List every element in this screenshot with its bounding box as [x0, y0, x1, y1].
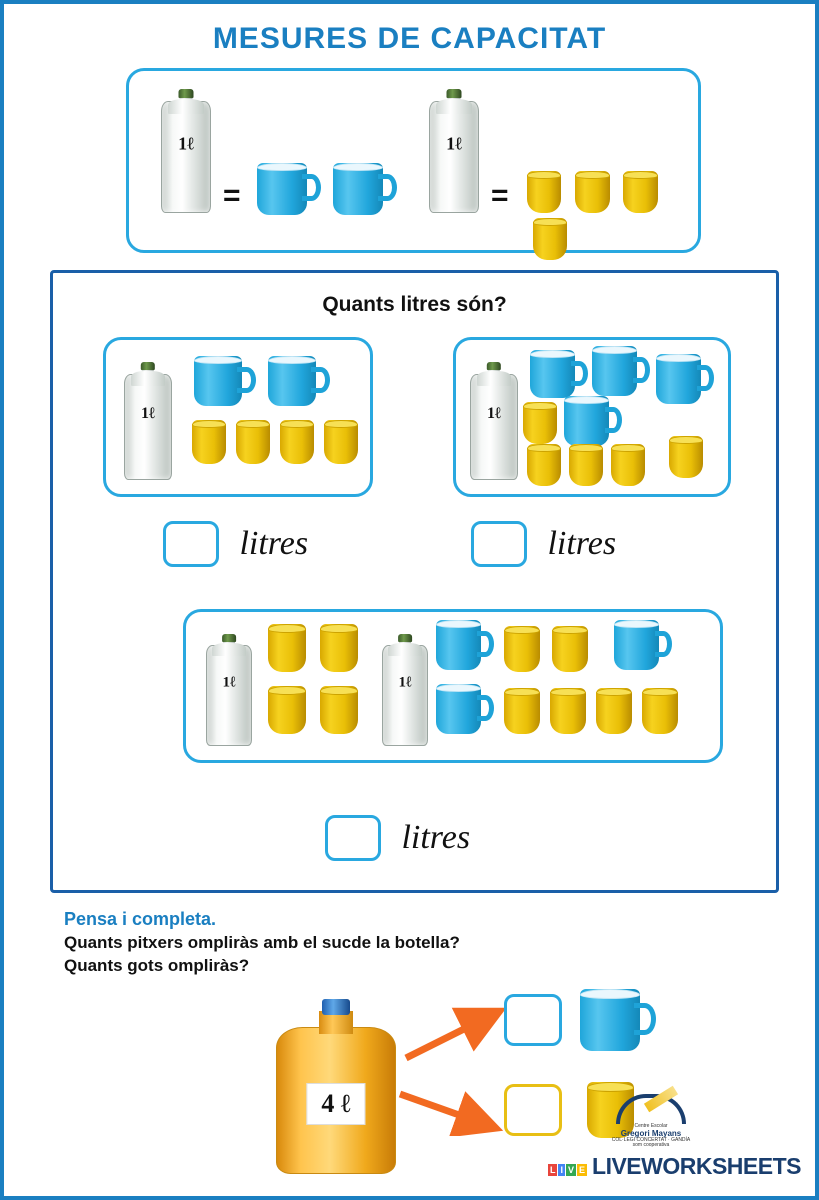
mug-icon	[592, 346, 650, 396]
mug-handle	[477, 695, 494, 721]
glass-rim	[324, 420, 359, 428]
mug-handle	[634, 1003, 657, 1035]
bottle-label: 1ℓ	[141, 404, 155, 422]
glass-rim	[280, 420, 315, 428]
juice-cap	[322, 999, 351, 1015]
glass-rim	[569, 444, 602, 452]
glass-icon	[668, 436, 704, 478]
think-line-1: Quants pitxers ompliràs amb el sucde la botella?	[64, 933, 460, 952]
glass-rim	[642, 688, 679, 696]
mug-rim	[592, 346, 637, 354]
question-item-1-answer-row	[163, 521, 308, 567]
glass-icon	[622, 171, 660, 213]
bottle-icon	[161, 89, 211, 213]
bottle-icon	[470, 362, 518, 480]
bottle-body	[124, 374, 172, 480]
questions-title: Quants litres són?	[322, 293, 507, 316]
mug-icon	[436, 620, 494, 670]
bottle-shoulder	[168, 99, 204, 114]
mug-rim	[333, 163, 383, 171]
live-letter-v: V	[568, 1165, 575, 1175]
school-logo-name: Gregori Mayans	[620, 1128, 682, 1138]
glass-rim	[523, 402, 556, 410]
glass-icon	[525, 171, 563, 213]
bottle-body	[161, 101, 211, 213]
glass-icon	[278, 420, 316, 464]
juice-label: 4 ℓ	[306, 1083, 365, 1125]
glass-icon	[502, 688, 542, 734]
school-logo	[605, 1094, 697, 1148]
live-letter-l: L	[549, 1165, 556, 1175]
glass-rim	[669, 436, 702, 444]
mug-rim	[436, 684, 481, 692]
glass-icon	[234, 420, 272, 464]
mug-rim	[194, 356, 242, 364]
mug-icon	[656, 354, 714, 404]
mug-handle	[655, 631, 672, 657]
mug-rim	[530, 350, 575, 358]
mug-rim	[656, 354, 701, 362]
glass-icon	[531, 218, 569, 260]
glass-rim	[533, 218, 568, 226]
school-logo-sub2: som cooperativa	[632, 1142, 670, 1149]
mug-icon	[564, 396, 622, 446]
mug-handle	[633, 357, 650, 383]
arrow-to-glass-icon	[396, 1086, 506, 1136]
bottle-cap	[222, 634, 236, 642]
bottle-cap	[141, 362, 155, 370]
mug-handle	[302, 174, 321, 201]
glass-answer-input[interactable]	[504, 1084, 562, 1136]
glass-rim	[587, 1082, 635, 1092]
think-heading: Pensa i completa.	[64, 909, 217, 929]
glass-icon	[266, 686, 308, 734]
unit-label-3: litres	[401, 819, 471, 856]
mug-handle	[605, 407, 622, 433]
juice-bottle-icon	[276, 999, 396, 1174]
glass-icon	[550, 626, 590, 672]
mug-handle	[571, 361, 588, 386]
glass-rim	[236, 420, 271, 428]
school-logo-arc	[616, 1094, 686, 1124]
bottle-body	[382, 645, 428, 746]
glass-icon	[573, 171, 611, 213]
live-letter-e: E	[579, 1165, 586, 1175]
mug-icon	[580, 989, 656, 1051]
glass-icon	[322, 420, 360, 464]
mug-icon	[436, 684, 494, 734]
glass-icon	[594, 688, 634, 734]
think-section	[64, 909, 764, 976]
think-line-2: Quants gots ompliràs?	[64, 956, 250, 975]
glass-rim	[611, 444, 644, 452]
glass-icon	[522, 402, 558, 444]
answer-input-1[interactable]	[163, 521, 219, 567]
glass-rim	[596, 688, 633, 696]
bottle-label: 1ℓ	[446, 133, 462, 154]
answer-input-3[interactable]	[325, 815, 381, 861]
glass-rim	[268, 686, 307, 695]
unit-label-2: litres	[547, 525, 617, 562]
mug-handle	[311, 367, 330, 393]
mug-rim	[614, 620, 659, 628]
mug-icon	[257, 163, 321, 215]
bottle-cap	[487, 362, 501, 370]
glass-rim	[552, 626, 589, 634]
bottle-icon	[124, 362, 172, 480]
answer-input-2[interactable]	[471, 521, 527, 567]
mug-handle	[237, 367, 256, 393]
glass-rim	[320, 624, 359, 633]
equivalence-right-group	[429, 89, 479, 218]
mug-icon	[530, 350, 588, 398]
page-title: MESURES DE CAPACITAT	[212, 22, 607, 55]
mug-handle	[477, 631, 494, 657]
question-item-1-figure	[103, 337, 373, 497]
equals-sign-right: =	[491, 179, 509, 212]
bottle-shoulder	[131, 371, 166, 385]
equivalence-left-group	[161, 89, 211, 213]
equivalence-left-mugs	[257, 163, 397, 220]
liveworksheets-logo	[548, 1153, 801, 1180]
pencil-icon	[644, 1086, 678, 1112]
mug-icon	[194, 356, 256, 406]
bottle-shoulder	[436, 99, 472, 114]
glass-rim	[320, 686, 359, 695]
glass-icon	[190, 420, 228, 464]
bottle-shoulder	[477, 371, 512, 385]
glass-rim	[527, 444, 560, 452]
bottle-cap	[447, 89, 462, 98]
glass-icon	[266, 624, 308, 672]
bottle-icon	[382, 634, 428, 746]
glass-rim	[575, 171, 610, 179]
question-item-3-answer-row	[325, 815, 470, 861]
equals-sign-left: =	[223, 179, 241, 212]
glass-icon	[610, 444, 646, 486]
question-item-2-answer-row	[471, 521, 616, 567]
live-letters	[548, 1164, 587, 1176]
mug-answer-input[interactable]	[504, 994, 562, 1046]
bottle-body	[470, 374, 518, 480]
mug-rim	[257, 163, 307, 171]
bottle-label: 1ℓ	[487, 404, 501, 422]
glass-rim	[504, 626, 541, 634]
equivalence-box	[126, 68, 701, 253]
glass-icon	[568, 444, 604, 486]
bottle-shoulder	[212, 643, 245, 656]
mug-icon	[268, 356, 330, 406]
glass-icon	[526, 444, 562, 486]
question-item-2-figure	[453, 337, 731, 497]
bottle-cap	[179, 89, 194, 98]
questions-section	[50, 270, 779, 893]
glass-icon	[548, 688, 588, 734]
bottle-icon	[429, 89, 479, 213]
glass-rim	[268, 624, 307, 633]
mug-rim	[580, 989, 639, 999]
bottle-body	[206, 645, 252, 746]
glass-rim	[527, 171, 562, 179]
glass-rim	[550, 688, 587, 696]
bottle-label: 1ℓ	[178, 133, 194, 154]
glass-icon	[640, 688, 680, 734]
bottle-body	[429, 101, 479, 213]
bottle-shoulder	[388, 643, 421, 656]
bottle-label: 1ℓ	[398, 674, 412, 691]
mug-rim	[436, 620, 481, 628]
glass-rim	[623, 171, 658, 179]
glass-icon	[502, 626, 542, 672]
unit-label-1: litres	[239, 525, 309, 562]
mug-rim	[564, 396, 609, 404]
bottle-icon	[206, 634, 252, 746]
mug-handle	[378, 174, 397, 201]
bottle-cap	[398, 634, 412, 642]
live-letter-i: I	[560, 1165, 563, 1175]
mug-icon	[614, 620, 672, 670]
liveworksheets-brand: LIVEWORKSHEETS	[592, 1153, 801, 1179]
mug-rim	[268, 356, 316, 364]
school-logo-top: Centre Escolar	[634, 1123, 668, 1129]
glass-rim	[192, 420, 227, 428]
equivalence-right-glasses	[525, 171, 698, 265]
glass-rim	[504, 688, 541, 696]
mug-handle	[697, 365, 714, 391]
bottle-label: 1ℓ	[222, 674, 236, 691]
school-logo-sub1: COL·LEGI CONCERTAT · GANDÍA	[611, 1136, 691, 1143]
question-item-3-figure	[183, 609, 723, 763]
arrow-to-mug-icon	[402, 1004, 512, 1064]
glass-icon	[318, 624, 360, 672]
mug-answer-row	[504, 989, 656, 1051]
mug-icon	[333, 163, 397, 215]
glass-icon	[318, 686, 360, 734]
